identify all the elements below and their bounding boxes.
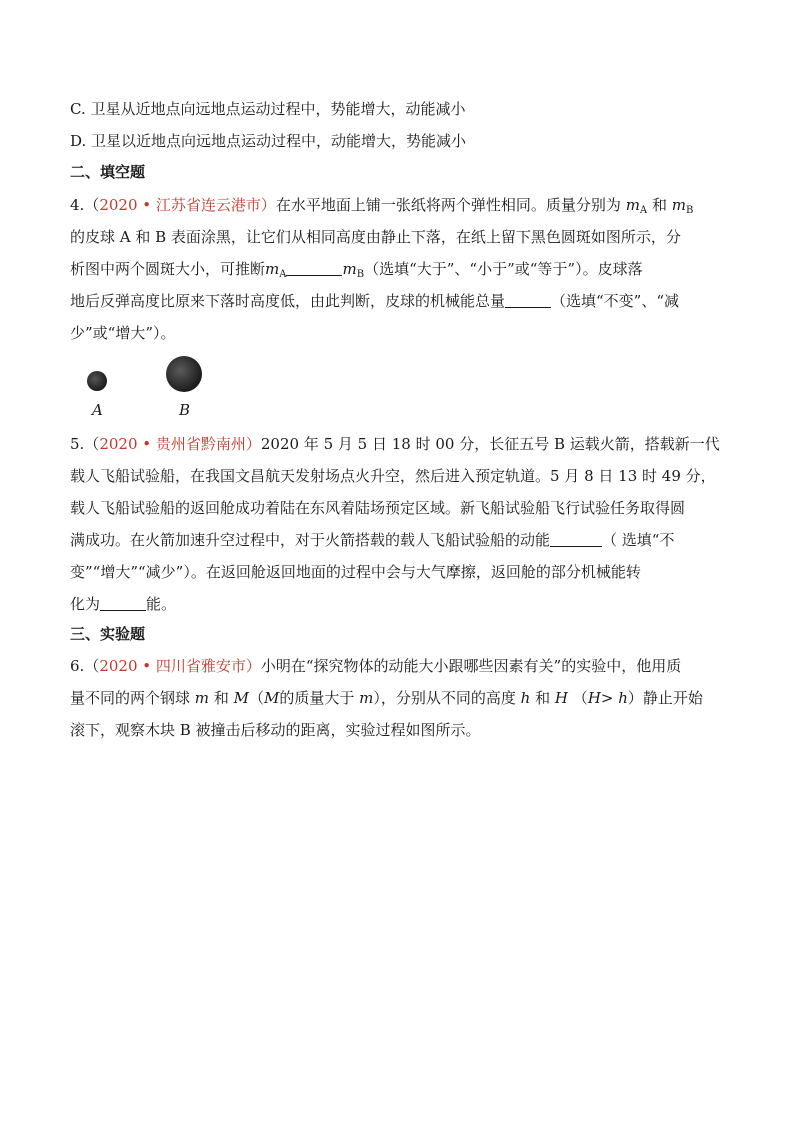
- q4-line-4: [70, 290, 679, 312]
- q4-line-5: 少”或“增大”）。: [70, 324, 176, 342]
- spot-b-label: B: [179, 401, 191, 419]
- q5-line-4-text: 满成功。在火箭加速升空过程中，对于火箭搭载的载人飞船试验船的动能: [70, 531, 551, 549]
- q5-line-3: 载人飞船试验船的返回舱成功着陆在东风着陆场预定区域。新飞船试验船飞行试验任务取得圆: [70, 499, 686, 517]
- subscript-a: A: [639, 205, 648, 216]
- q6-line-2-paren: （: [248, 689, 264, 707]
- answer-blank[interactable]: [550, 532, 602, 547]
- answer-blank[interactable]: [100, 596, 146, 611]
- mass-symbol: m: [265, 260, 280, 278]
- q4-line-3-text: 析图中两个圆斑大小，可推断: [70, 260, 266, 278]
- var-H: H: [554, 689, 569, 707]
- q4-line-1: [70, 194, 693, 216]
- var-M: M: [233, 689, 249, 707]
- q5-source: 2020 • 贵州省黔南州: [99, 435, 246, 453]
- q6-line-2-and: 和: [213, 689, 229, 707]
- q5-source-close: ）: [245, 435, 261, 453]
- q4-text: 在水平地面上铺一张纸将两个弹性相同。质量分别为: [275, 196, 621, 214]
- mass-symbol: m: [625, 196, 640, 214]
- spot-a: [87, 371, 107, 391]
- var-h: h: [520, 689, 531, 707]
- var-m: m: [359, 689, 374, 707]
- q6-line-2-mid: 的质量大于: [279, 689, 355, 707]
- q4-line-3: [70, 258, 643, 280]
- option-d: D. 卫星以近地点向远地点运动过程中，动能增大，势能减小: [70, 132, 467, 150]
- q5-text: 2020 年 5 月 5 日 18 时 00 分，长征五号 B 运载火箭，搭载新一代: [260, 435, 720, 453]
- q5-line-1: [70, 433, 720, 455]
- q6-line-2-tail: ）静止开始: [627, 689, 703, 707]
- q5-line-6: [70, 593, 176, 615]
- q6-source: 2020 • 四川省雅安市: [99, 657, 246, 675]
- q5-line-4: [70, 529, 674, 551]
- mass-symbol: m: [342, 260, 357, 278]
- spot-b: [166, 356, 202, 392]
- q6-line-2-paren2: （: [572, 689, 588, 707]
- section-experiment-heading: 三、实验题: [70, 625, 146, 643]
- q6-line-2-height: ），分别从不同的高度: [373, 689, 516, 707]
- q5-line-2: 载人飞船试验船，在我国文昌航天发射场点火升空，然后进入预定轨道。5 月 8 日 13 时 49 分，: [70, 467, 716, 485]
- q6-line-1: [70, 655, 681, 677]
- section-fill-heading: 二、填空题: [70, 163, 146, 181]
- q6-line-3: 滚下，观察木块 B 被撞击后移动的距离，实验过程如图所示。: [70, 721, 481, 739]
- subscript-a: A: [279, 269, 287, 280]
- subscript-b: B: [685, 205, 694, 216]
- var-m: m: [194, 689, 210, 707]
- q4-line-4-text: 地后反弹高度比原来下落时高度低，由此判断，皮球的机械能总量: [70, 292, 506, 310]
- q6-line-2-and2: 和: [535, 689, 551, 707]
- option-c: C. 卫星从近地点向远地点运动过程中，势能增大，动能减小: [70, 100, 466, 118]
- q6-text: 小明在“探究物体的动能大小跟哪些因素有关”的实验中，他用质: [260, 657, 682, 675]
- mass-symbol: m: [671, 196, 686, 214]
- spot-a-label: A: [92, 401, 103, 419]
- var-M: M: [263, 689, 280, 707]
- ball-spots-figure: [80, 352, 220, 424]
- q6-source-close: ）: [245, 657, 261, 675]
- q6-number: 6.（: [70, 657, 100, 675]
- answer-blank[interactable]: [286, 261, 342, 276]
- q4-number: 4.（: [70, 196, 100, 214]
- q4-line-3-tail: （选填“大于”、“小于”或“等于”）。皮球落: [364, 260, 643, 278]
- q4-source: 2020 • 江苏省连云港市: [99, 196, 261, 214]
- q6-line-2-text: 量不同的两个钢球: [70, 689, 191, 707]
- var-h: h: [618, 689, 628, 707]
- conjunction: 和: [651, 196, 667, 214]
- q5-line-5: 变”“增大”“减少”）。在返回舱返回地面的过程中会与大气摩擦，返回舱的部分机械能转: [70, 563, 641, 581]
- answer-blank[interactable]: [505, 293, 551, 308]
- subscript-b: B: [356, 269, 365, 280]
- var-H: H: [587, 689, 601, 707]
- q5-line-6-tail: 能。: [146, 595, 177, 613]
- q5-number: 5.（: [70, 435, 100, 453]
- q6-line-2: [70, 687, 703, 709]
- q4-line-4-tail: （选填“不变”、“减: [551, 292, 680, 310]
- q4-line-2: 的皮球 A 和 B 表面涂黑，让它们从相同高度由静止下落，在纸上留下黑色圆斑如图所示，分: [70, 228, 681, 246]
- q6-line-2-gt: >: [600, 689, 619, 707]
- q5-line-4-tail: （ 选填“不: [602, 531, 675, 549]
- q4-source-close: ）: [260, 196, 276, 214]
- q5-line-6-text: 化为: [70, 595, 101, 613]
